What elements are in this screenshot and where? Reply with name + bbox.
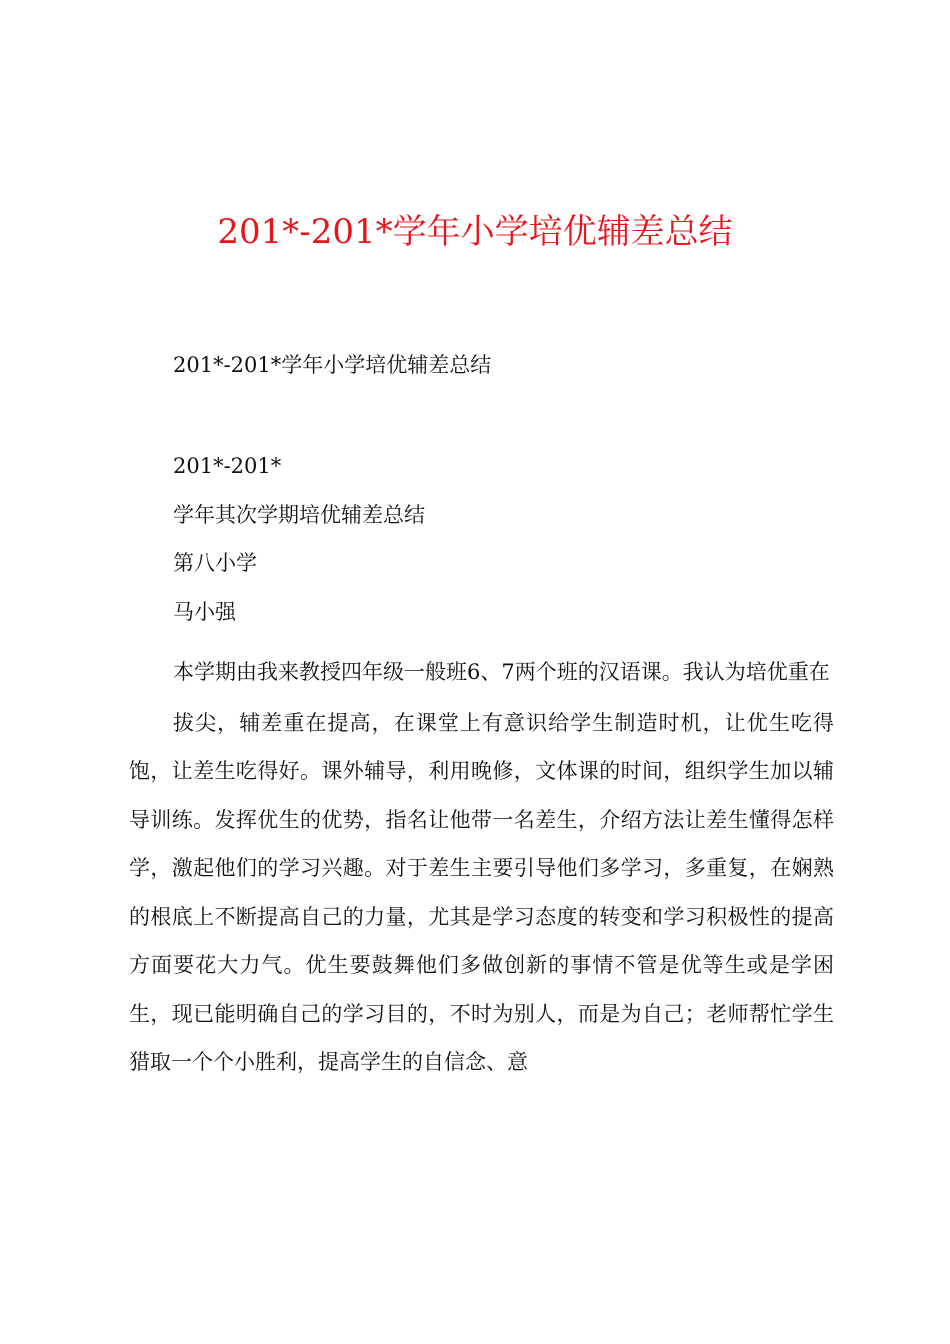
body-text	[129, 648, 834, 1087]
page-title: 201*-201*学年小学培优辅差总结	[217, 212, 733, 252]
document-subtitle: 201*-201*学年小学培优辅差总结	[173, 353, 492, 377]
author-name: 马小强	[173, 600, 236, 624]
paragraph-intro: 本学期由我来教授四年级一般班6、7两个班的汉语课。我认为培优重在	[173, 660, 830, 684]
school-name: 第八小学	[173, 551, 257, 575]
paragraph-main: 拔尖，辅差重在提高，在课堂上有意识给学生制造时机，让优生吃得饱，让差生吃得好。课外辅导，利用晚修，文体课的时间，组织学生加以辅导训练。发挥优生的优势，指名让他带一名差生，介绍方法让差生懂得怎样学，激起他们的学习兴趣。对于差生主要引导他们多学习，多重复，在娴熟的根底上不断提高自己的力量，尤其是学习态度的转变和学习积极性的提高方面要花大力气。优生要鼓舞他们多做创新的事情不管是优等生或是学困生，现已能明确自己的学习目的，不时为别人，而是为自己；老师帮忙学生猎取一个个小胜利，提高学生的自信念、意	[129, 710, 834, 1074]
semester-line: 学年其次学期培优辅差总结	[173, 503, 425, 527]
year-line: 201*-201*	[173, 454, 282, 478]
